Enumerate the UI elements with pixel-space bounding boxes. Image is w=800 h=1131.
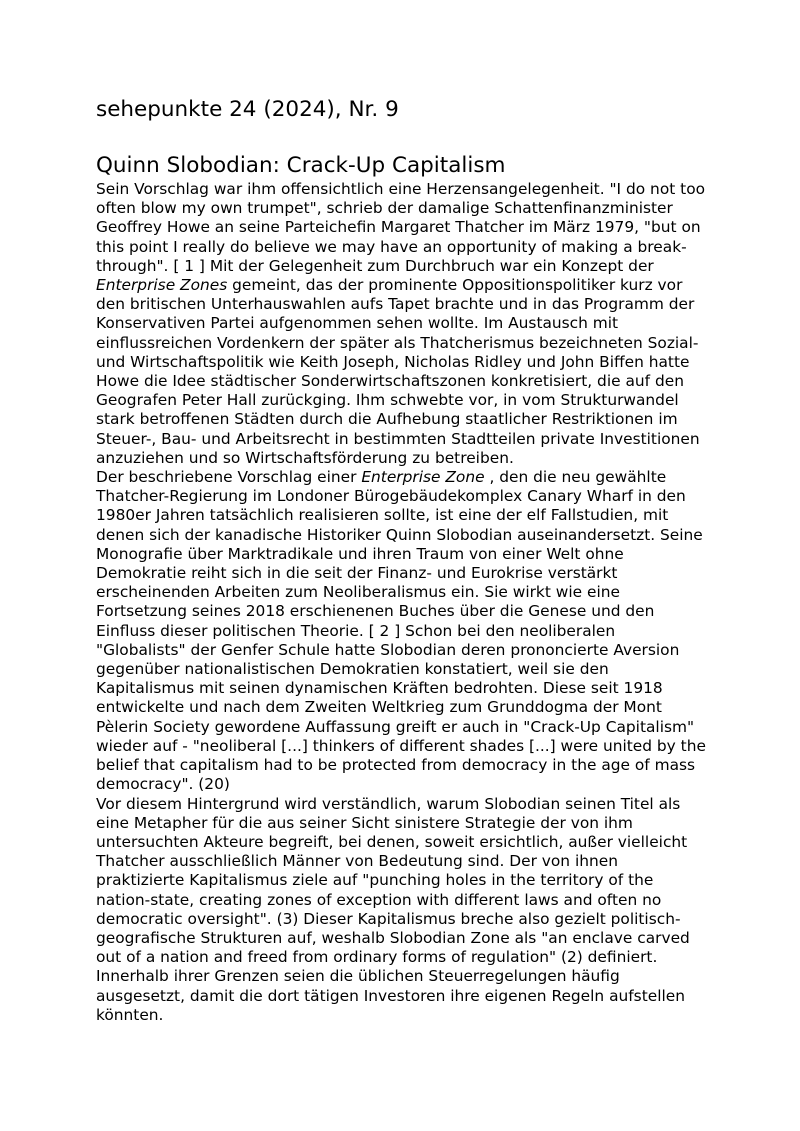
text-run: gemeint, das der prominente Oppositionspolitiker kurz vor den britischen Unterhauswahlen aufs Tapet brachte und in das Programm der Konservativen Partei aufgenommen sehen wollte. Im Austausch mit einflussreichen Vordenkern der später als Thatcherismus bezeichneten Sozial- und Wirtschaftspolitik wie Keith Joseph, Nicholas Ridley und John Biffen hatte Howe die Idee städtischer Sonderwirtschaftszonen konkretisiert, die auf den Geografen Peter Hall zurückging. Ihm schwebte vor, in vom Strukturwandel stark betroffenen Städten durch die Aufhebung staatlicher Restriktionen im Steuer-, Bau- und Arbeitsrecht in bestimmten Stadtteilen private Investitionen anzuziehen und so Wirtschaftsförderung zu betreiben. <box>96 276 700 467</box>
text-run: Der beschriebene Vorschlag einer <box>96 468 362 487</box>
journal-title: sehepunkte 24 (2024), Nr. 9 <box>96 97 399 122</box>
body-paragraph <box>96 468 708 794</box>
italic-term: Enterprise Zone <box>361 468 485 487</box>
body-paragraph <box>96 795 708 1025</box>
article-body <box>96 180 708 1025</box>
article-title: Quinn Slobodian: Crack-Up Capitalism <box>96 153 506 178</box>
text-run: , den die neu gewählte Thatcher-Regierung im Londoner Bürogebäudekomplex Canary Wharf in den 1980er Jahren tatsächlich realisieren sollte, ist eine der elf Fallstudien, mit denen sich der kanadische Historiker Quinn Slobodian auseinandersetzt. Seine Monografie über Marktradikale und ihren Traum von einer Welt ohne Demokratie reiht sich in die seit der Finanz- und Eurokrise verstärkt erscheinenden Arbeiten zum Neoliberalismus ein. Sie wirkt wie eine Fortsetzung seines 2018 erschienenen Buches über die Genese und den Einfluss dieser politischen Theorie. [ 2 ] Schon bei den neoliberalen "Globalists" der Genfer Schule hatte Slobodian deren prononcierte Aversion gegenüber nationalistischen Demokratien konstatiert, weil sie den Kapitalismus mit seinen dynamischen Kräften bedrohten. Diese seit 1918 entwickelte und nach dem Zweiten Weltkrieg zum Grunddogma der Mont Pèlerin Society gewordene Auffassung greift er auch in "Crack-Up Capitalism" wieder auf - "neoliberal [...] thinkers of different shades [...] were united by the belief that capitalism had to be protected from democracy in the age of mass democracy". (20) <box>96 468 706 794</box>
body-paragraph <box>96 180 708 468</box>
document-page <box>96 96 708 1024</box>
text-run: Vor diesem Hintergrund wird verständlich, warum Slobodian seinen Titel als eine Metapher für die aus seiner Sicht sinistere Strategie der von ihm untersuchten Akteure begreift, bei denen, soweit ersichtlich, außer vielleicht Thatcher ausschließlich Männer von Bedeutung sind. Der von ihnen praktizierte Kapitalismus ziele auf "punching holes in the territory of the nation-state, creating zones of exception with different laws and often no democratic oversight". (3) Dieser Kapitalismus breche also gezielt politisch-geografische Strukturen auf, weshalb Slobodian Zone als "an enclave carved out of a nation and freed from ordinary forms of regulation" (2) definiert. Innerhalb ihrer Grenzen seien die üblichen Steuerregelungen häufig ausgesetzt, damit die dort tätigen Investoren ihre eigenen Regeln aufstellen könnten. <box>96 794 690 1024</box>
text-run: Sein Vorschlag war ihm offensichtlich eine Herzensangelegenheit. "I do not too often blow my own trumpet", schrieb der damalige Schattenfinanzminister Geoffrey Howe an seine Parteichefin Margaret Thatcher im März 1979, "but on this point I really do believe we may have an opportunity of making a break-through". [ 1 ] Mit der Gelegenheit zum Durchbruch war ein Konzept der <box>96 180 706 275</box>
italic-term: Enterprise Zones <box>96 276 228 295</box>
